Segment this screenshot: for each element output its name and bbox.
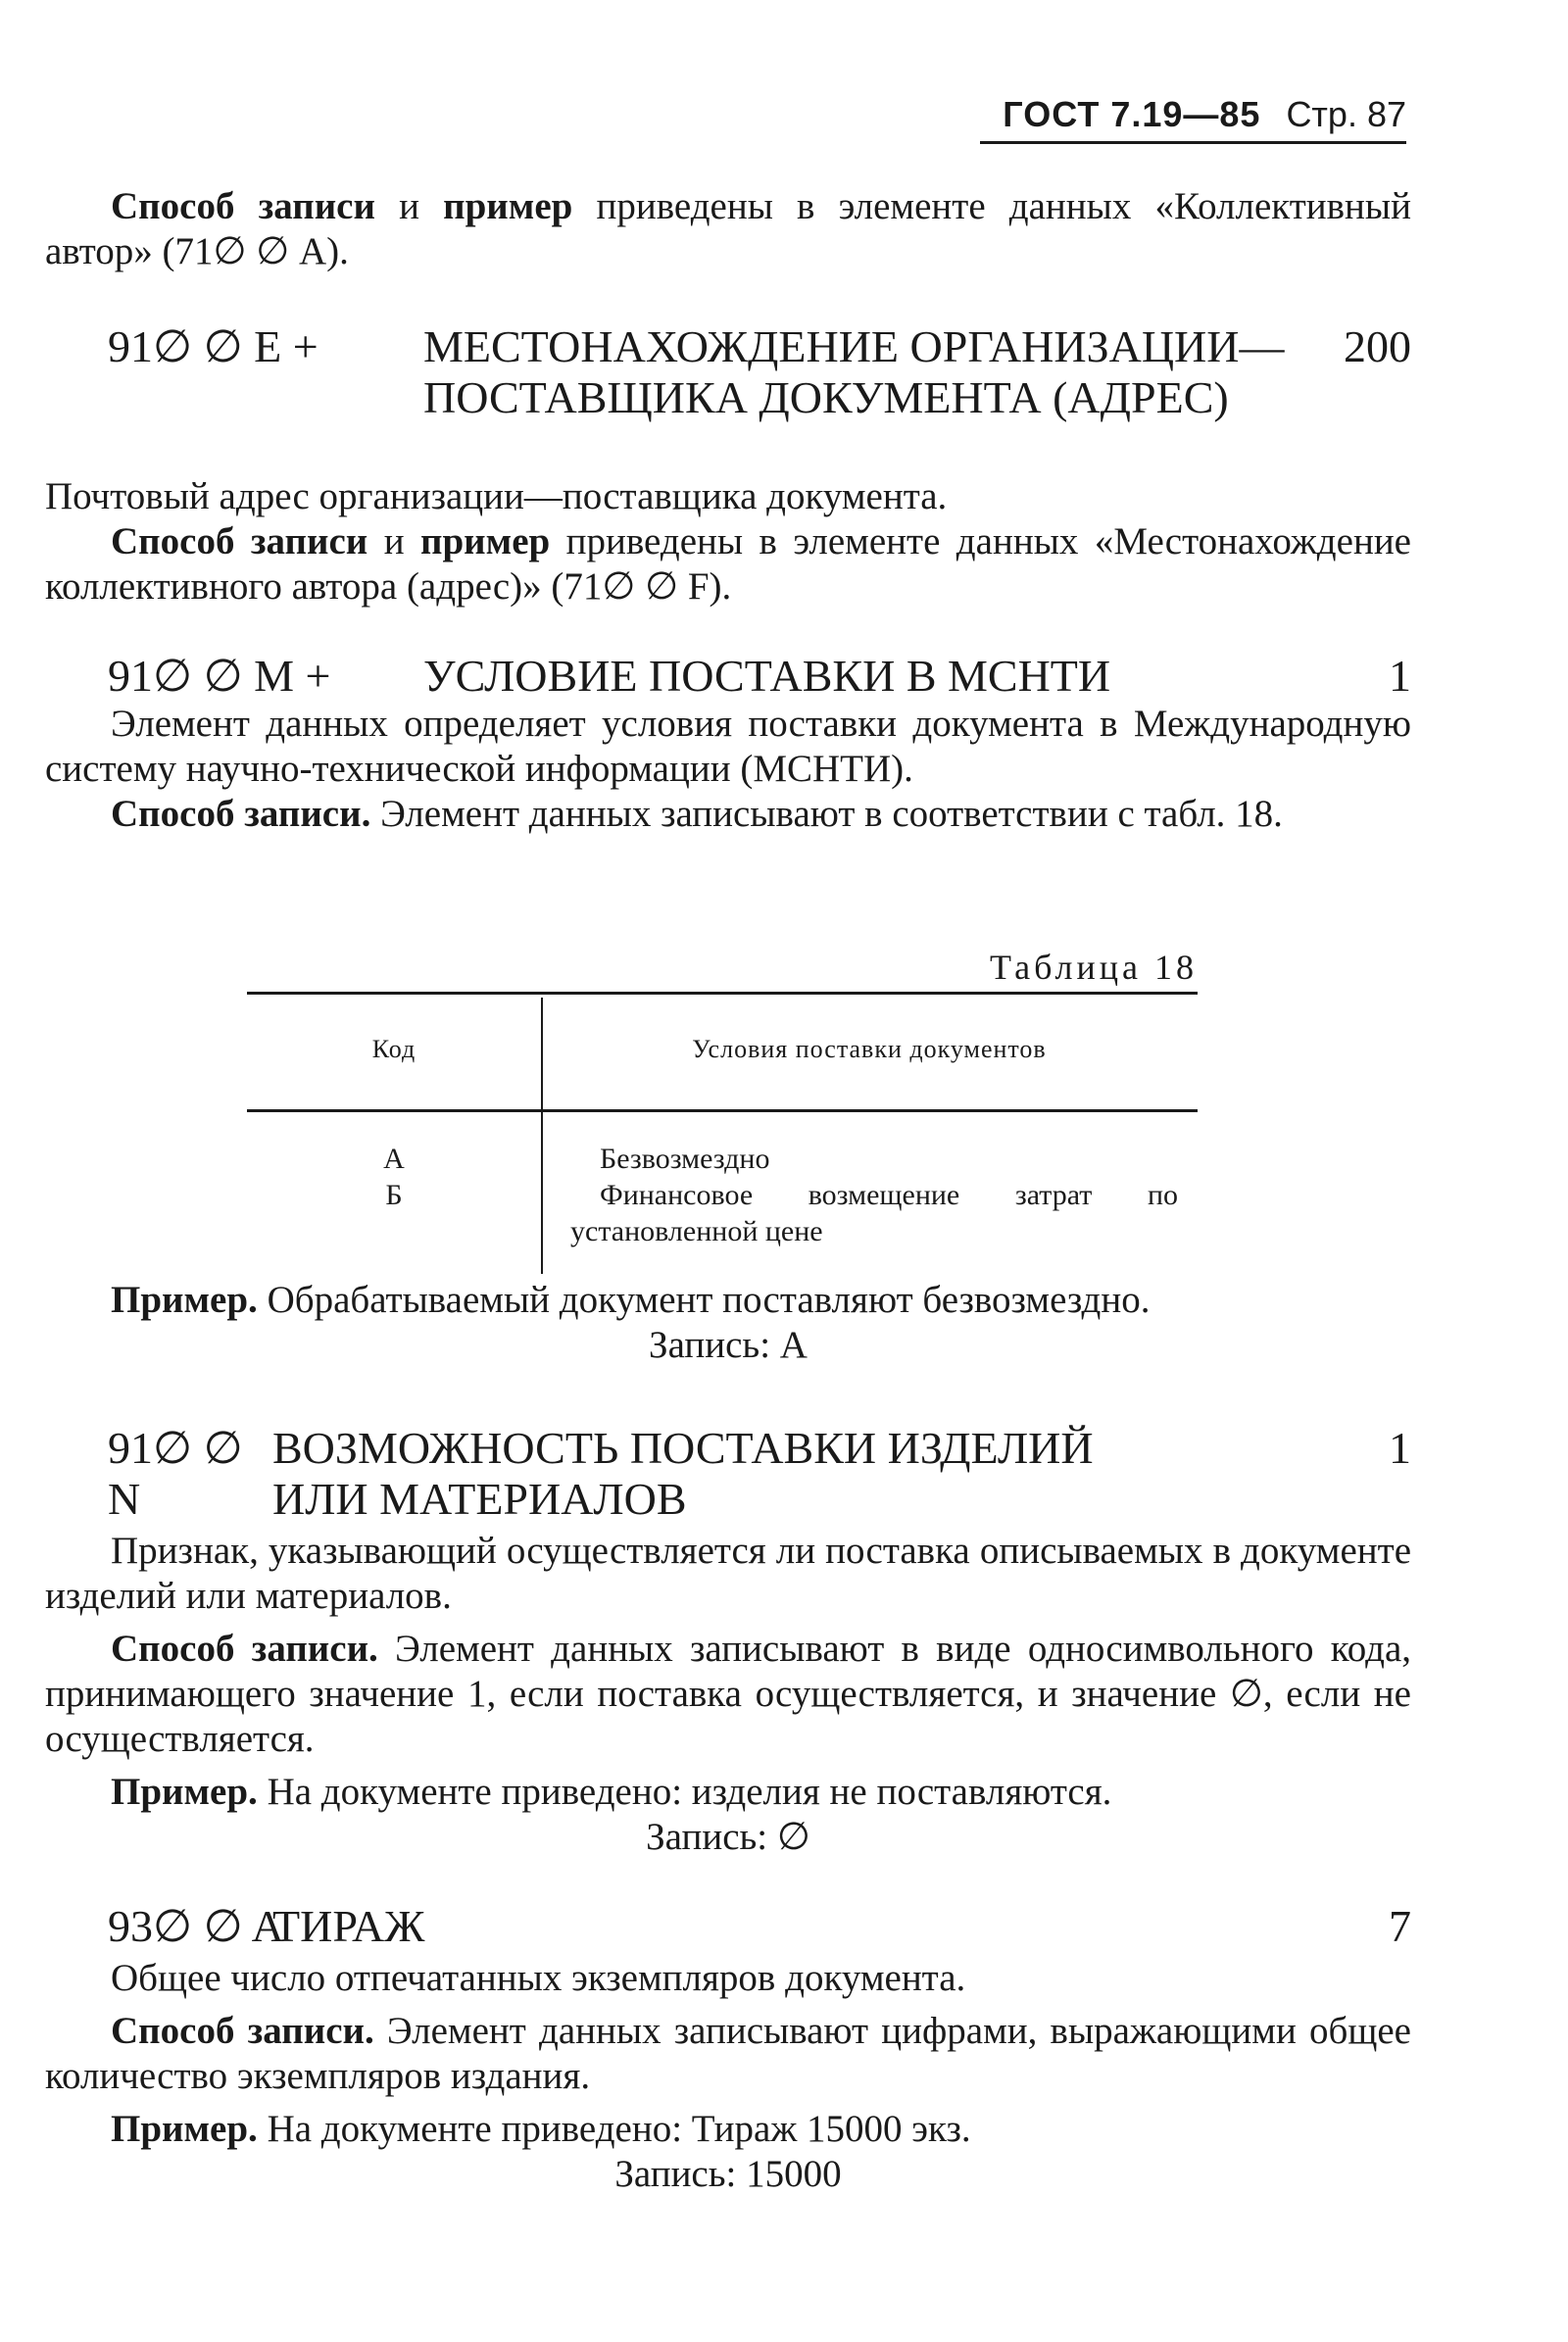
element-description: Признак, указывающий осуществляется ли поставка описываемых в документе изделий или материалов. [45,1530,1411,1617]
element-title: МЕСТОНАХОЖДЕНИЕ ОРГАНИЗАЦИИ—ПОСТАВЩИКА ДОКУМЕНТА (АДРЕС) [423,321,1285,422]
row-code: А [383,1143,405,1175]
standard-code: ГОСТ 7.19—85 [1003,94,1261,134]
row-condition: Безвозмездно [600,1143,770,1175]
page-header [980,94,1406,144]
row-condition: Финансовое возмещение затрат по установленной цене [570,1179,1178,1247]
element-title-text: ВОЗМОЖНОСТЬ ПОСТАВКИ ИЗДЕЛИЙ ИЛИ МАТЕРИАЛОВ [272,1423,1094,1524]
example-label: пример [420,520,551,562]
table-top-rule [247,992,1198,995]
method-text: Элемент данных записывают в виде односимвольного кода, принимающего значение 1, если поставка осуществляется, и значение ∅, если не осуществляется. [45,1628,1412,1760]
example-label: Пример. [111,1771,258,1813]
example-label: Пример. [111,1279,258,1321]
record-line: Запись: А [649,1324,808,1366]
example-block-1 [45,1278,1411,1368]
element-length: 1 [1389,1423,1411,1473]
element-description: Элемент данных определяет условия поставки документа в Международную систему научно-технической информации (МСНТИ). [45,703,1411,790]
element-910-n-body [45,1529,1411,1860]
table-row [570,1141,1178,1249]
table-header-code: Код [371,1035,416,1063]
example-text: Обрабатываемый документ поставляют безвозмездно. [257,1279,1151,1321]
page-number: Стр. 87 [1286,94,1406,134]
method-text: приведены в элементе данных «Местонахождение коллективного автора (адрес)» (71∅ ∅ F). [45,520,1411,608]
element-length: 7 [1389,1901,1411,1951]
element-heading-930-a [108,1901,1411,1952]
element-description: Почтовый адрес организации—поставщика документа. [45,475,948,517]
element-code: 91∅ ∅ M + [108,651,331,701]
method-label: Способ записи. [111,793,371,835]
element-length: 1 [1389,651,1411,701]
method-label: Способ записи. [111,1628,378,1670]
element-930-a-body [45,1956,1411,2197]
element-title: УСЛОВИЕ ПОСТАВКИ В МСНТИ [423,651,1111,701]
method-label: Способ записи. [111,2010,374,2052]
element-code: 91∅ ∅ N [108,1423,243,1524]
record-line: Запись: ∅ [646,1816,810,1858]
row-code: Б [385,1179,403,1211]
element-description: Общее число отпечатанных экземпляров документа. [111,1957,966,1999]
table-header-rule [247,1109,1198,1112]
element-heading-910-m [108,651,1411,702]
connector-text: и [368,520,420,562]
intro-text: приведены в элементе данных «Коллективный автор» (71∅ ∅ A). [45,185,1412,272]
example-text: На документе приведено: Тираж 15000 экз. [257,2108,971,2150]
element-length: 200 [1344,321,1411,371]
element-code: 93∅ ∅ A [108,1901,284,1951]
connector-text: и [374,185,444,227]
element-code: 91∅ ∅ E + [108,321,318,371]
record-line: Запись: 15000 [614,2153,842,2195]
method-text: Элемент данных записывают в соответствии с табл. 18. [370,793,1283,835]
table-caption: Таблица 18 [990,948,1198,987]
example-label: Пример. [111,2108,258,2150]
element-title: ТИРАЖ [272,1901,425,1951]
element-910-e-body [45,474,1411,610]
table-body-divider [541,1111,543,1274]
method-label: Способ записи [111,185,375,227]
table-header-conditions: Условия поставки документов [692,1035,1047,1063]
element-910-m-body [45,702,1411,837]
method-label: Способ записи [111,520,368,562]
element-title [272,1423,1252,1525]
element-heading-910-e [108,321,1411,478]
table-row [247,1141,541,1213]
intro-paragraph [45,184,1411,274]
element-heading-910-n [108,1423,1411,1525]
example-text: На документе приведено: изделия не поставляются. [257,1771,1112,1813]
example-label: пример [443,185,573,227]
method-text: Элемент данных записывают цифрами, выражающими общее количество экземпляров издания. [45,2010,1411,2097]
